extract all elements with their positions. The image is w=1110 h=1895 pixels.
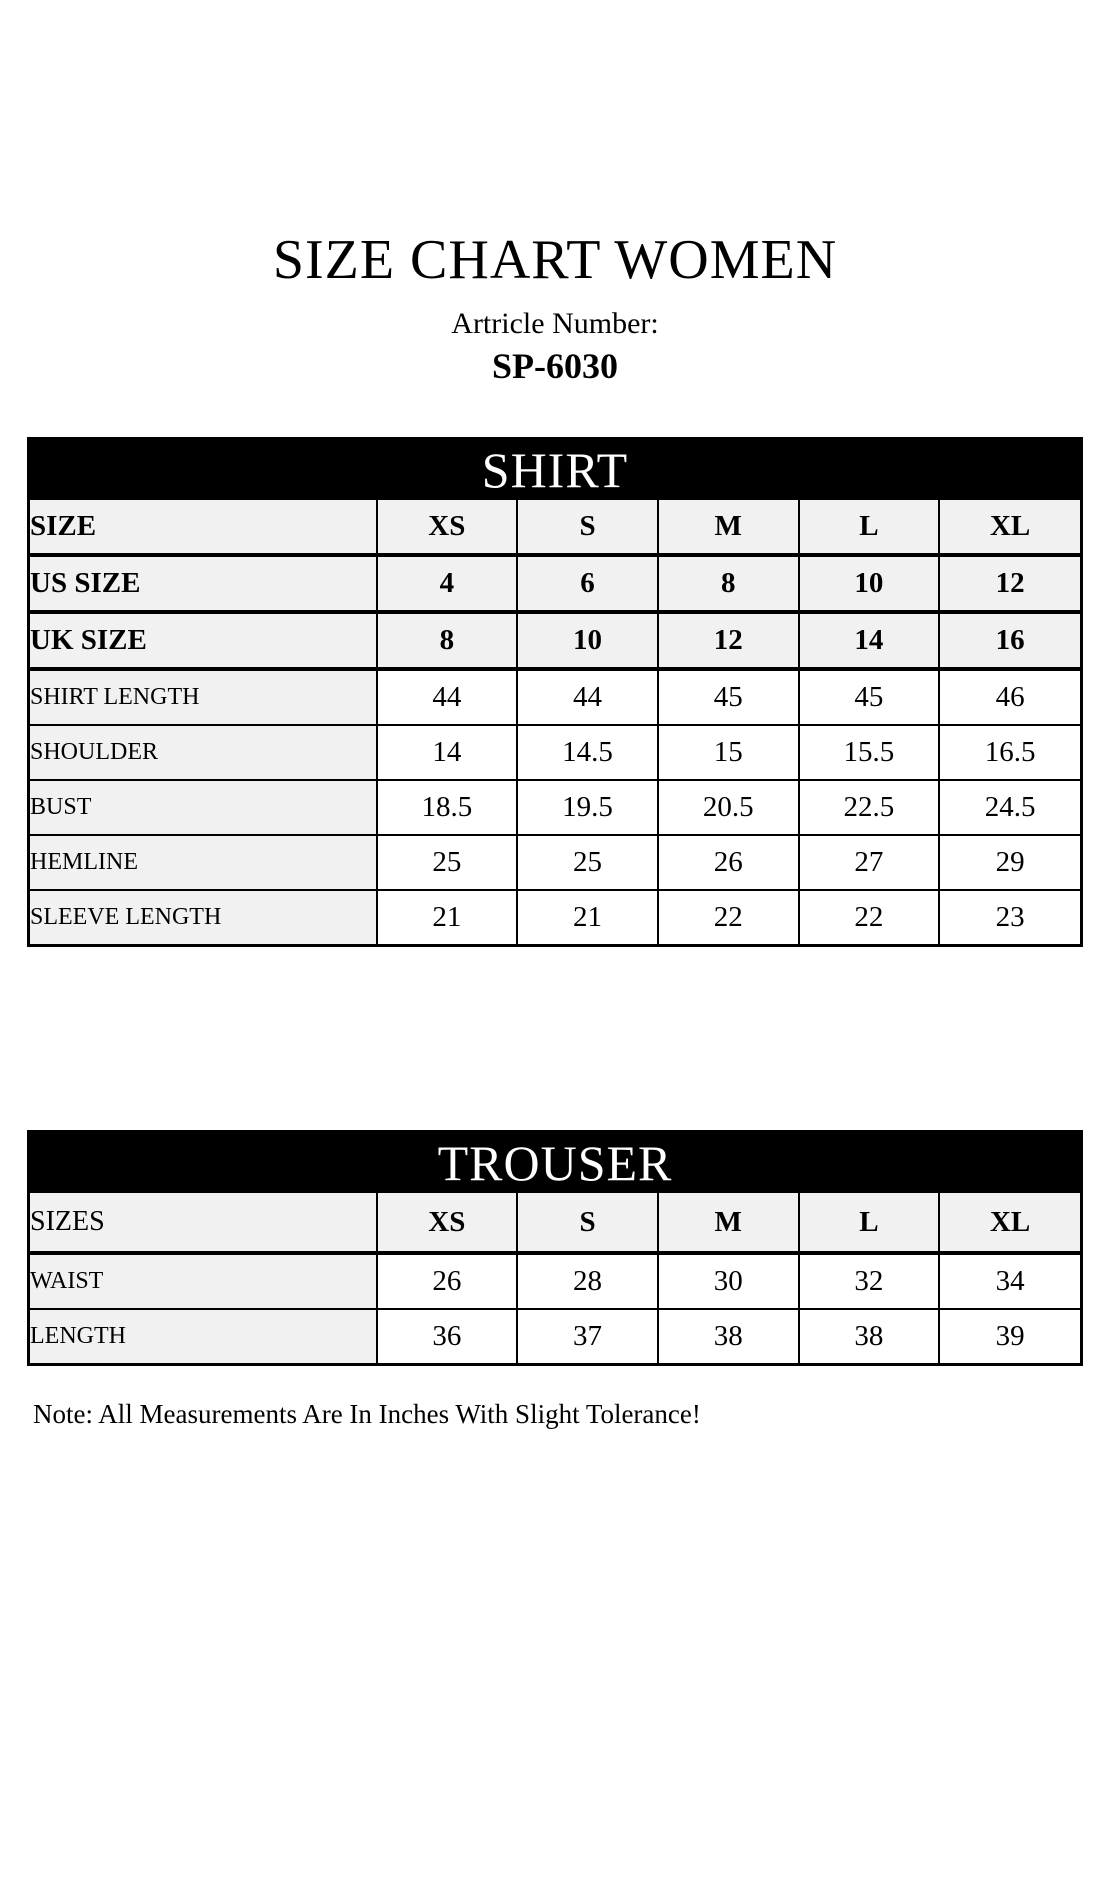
note-text: Note: All Measurements Are In Inches With Slight Tolerance! xyxy=(33,1399,701,1429)
cell-value: 23 xyxy=(939,890,1080,944)
row-label: WAIST xyxy=(30,1253,377,1309)
size-header-cell: L xyxy=(799,1193,940,1253)
cell-value: 34 xyxy=(939,1253,1080,1309)
cell-value: 15 xyxy=(658,725,799,780)
size-header-cell: XL xyxy=(939,1193,1080,1253)
table-row xyxy=(30,835,1080,890)
row-label: SHIRT LENGTH xyxy=(30,669,377,725)
cell-value: 14 xyxy=(799,612,940,669)
cell-value: 8 xyxy=(658,555,799,612)
size-header-cell: XS xyxy=(377,500,518,555)
page-title: SIZE CHART WOMEN xyxy=(272,229,838,291)
cell-value: 10 xyxy=(799,555,940,612)
cell-value: 16 xyxy=(939,612,1080,669)
row-label: SLEEVE LENGTH xyxy=(30,890,377,944)
article-number-label: Artricle Number: xyxy=(451,307,659,340)
trouser-table-title-band: TROUSER xyxy=(30,1133,1080,1193)
cell-value: 44 xyxy=(517,669,658,725)
cell-value: 22.5 xyxy=(799,780,940,835)
cell-value: 32 xyxy=(799,1253,940,1309)
cell-value: 16.5 xyxy=(939,725,1080,780)
table-row xyxy=(30,612,1080,669)
shirt-size-table xyxy=(27,437,1083,947)
cell-value: 46 xyxy=(939,669,1080,725)
size-header-cell: S xyxy=(517,500,658,555)
trouser-table xyxy=(30,1193,1080,1363)
row-label: HEMLINE xyxy=(30,835,377,890)
cell-value: 45 xyxy=(799,669,940,725)
table-row xyxy=(30,555,1080,612)
cell-value: 12 xyxy=(658,612,799,669)
cell-value: 36 xyxy=(377,1309,518,1363)
cell-value: 21 xyxy=(377,890,518,944)
cell-value: 39 xyxy=(939,1309,1080,1363)
shirt-table-title-band: SHIRT xyxy=(30,440,1080,500)
cell-value: 12 xyxy=(939,555,1080,612)
cell-value: 8 xyxy=(377,612,518,669)
cell-value: 29 xyxy=(939,835,1080,890)
cell-value: 18.5 xyxy=(377,780,518,835)
cell-value: 6 xyxy=(517,555,658,612)
row-label: SHOULDER xyxy=(30,725,377,780)
cell-value: 22 xyxy=(658,890,799,944)
size-header-cell: S xyxy=(517,1193,658,1253)
cell-value: 44 xyxy=(377,669,518,725)
cell-value: 14 xyxy=(377,725,518,780)
size-header-cell: M xyxy=(658,1193,799,1253)
cell-value: 28 xyxy=(517,1253,658,1309)
cell-value: 20.5 xyxy=(658,780,799,835)
cell-value: 27 xyxy=(799,835,940,890)
cell-value: 25 xyxy=(517,835,658,890)
size-header-cell: M xyxy=(658,500,799,555)
table-row xyxy=(30,1253,1080,1309)
article-number-value: SP-6030 xyxy=(492,346,618,386)
table-row xyxy=(30,1309,1080,1363)
row-label: BUST xyxy=(30,780,377,835)
cell-value: 21 xyxy=(517,890,658,944)
row-label: LENGTH xyxy=(30,1309,377,1363)
cell-value: 25 xyxy=(377,835,518,890)
cell-value: 45 xyxy=(658,669,799,725)
table-row xyxy=(30,890,1080,944)
table-row xyxy=(30,780,1080,835)
cell-value: 38 xyxy=(658,1309,799,1363)
shirt-table xyxy=(30,500,1080,944)
cell-value: 30 xyxy=(658,1253,799,1309)
cell-value: 24.5 xyxy=(939,780,1080,835)
trouser-size-table xyxy=(27,1130,1083,1366)
cell-value: 4 xyxy=(377,555,518,612)
cell-value: 26 xyxy=(658,835,799,890)
size-header-cell: XS xyxy=(377,1193,518,1253)
cell-value: 14.5 xyxy=(517,725,658,780)
cell-value: 22 xyxy=(799,890,940,944)
size-header-cell: XL xyxy=(939,500,1080,555)
row-label: SIZES xyxy=(30,1193,377,1253)
cell-value: 38 xyxy=(799,1309,940,1363)
cell-value: 15.5 xyxy=(799,725,940,780)
size-chart-page xyxy=(0,230,1110,1431)
row-label: US SIZE xyxy=(30,555,377,612)
cell-value: 19.5 xyxy=(517,780,658,835)
table-row xyxy=(30,669,1080,725)
row-label: UK SIZE xyxy=(30,612,377,669)
table-row xyxy=(30,1193,1080,1253)
cell-value: 37 xyxy=(517,1309,658,1363)
row-label: SIZE xyxy=(30,500,377,555)
table-row xyxy=(30,725,1080,780)
cell-value: 26 xyxy=(377,1253,518,1309)
size-header-cell: L xyxy=(799,500,940,555)
cell-value: 10 xyxy=(517,612,658,669)
table-row xyxy=(30,500,1080,555)
